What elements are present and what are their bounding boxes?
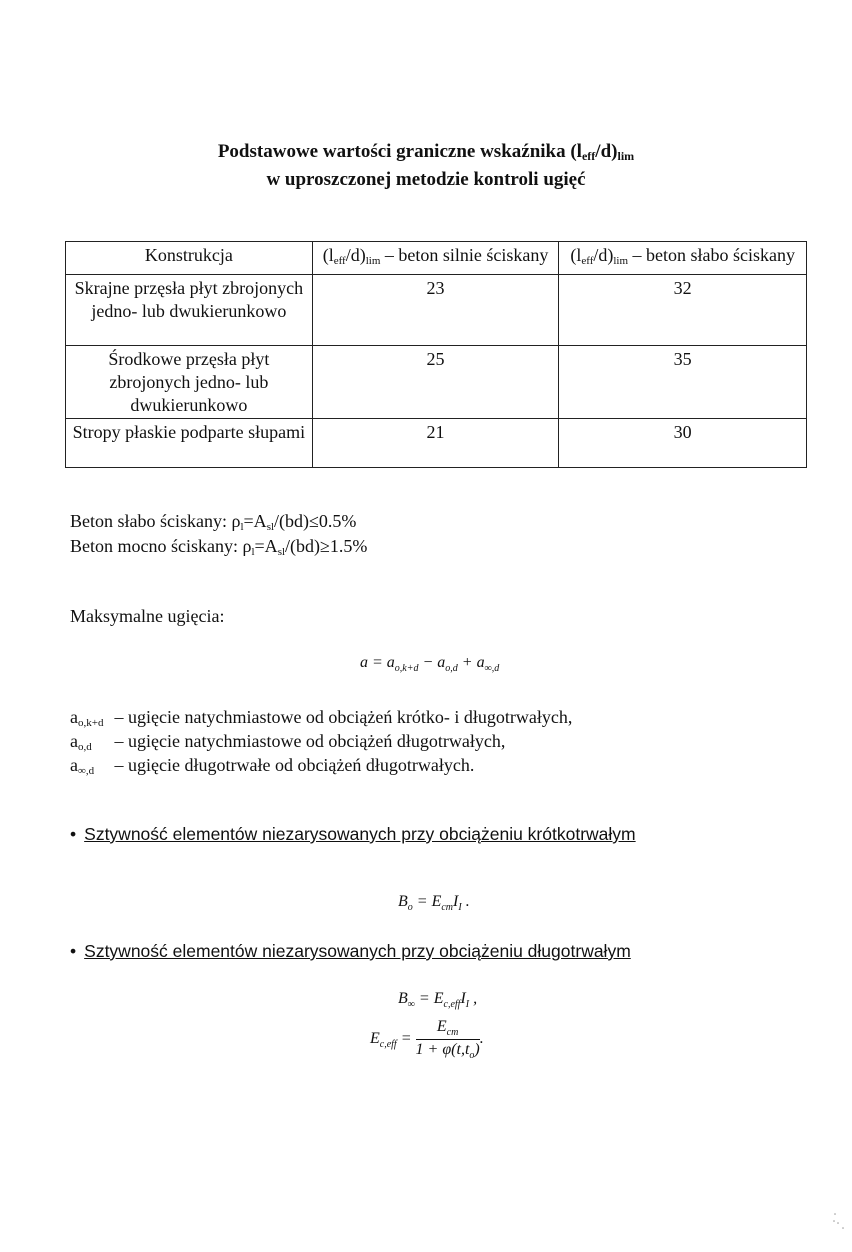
fraction: $\frac{E_{cm}}{1 + \varphi(t,t_o)}$ <box>415 1018 480 1061</box>
document-title <box>0 140 852 192</box>
short-term-stiffness-heading: • Sztywność elementów niezarysowanych przy obciążeniu krótkotrwałym <box>70 824 636 844</box>
long-term-stiffness-formula: $B_\infty = E_{c,eff}I_I$ , <box>398 990 478 1010</box>
definition-item: $a_{o,k+d}$ – ugięcie natychmiastowe od obciążeń krótko- i długotrwałych, <box>70 707 573 729</box>
definition-item: $a_{o,d}$ – ugięcie natychmiastowe od obciążeń długotrwałych, <box>70 731 506 753</box>
cell-weak-value: 32 <box>559 275 807 346</box>
cell-construction: Stropy płaskie podparte słupami <box>66 419 313 468</box>
short-term-stiffness-formula: $B_o = E_{cm}I_I$ . <box>398 893 470 913</box>
table-row <box>66 275 807 346</box>
bullet-icon: • <box>70 824 77 844</box>
deflection-formula: $a = a_{o,k+d} - a_{o,d} + a_{\infty,d}$ <box>360 654 500 674</box>
title-line-2: w uproszczonej metodzie kontroli ugięć <box>266 169 586 190</box>
scan-speck-mark <box>832 1210 846 1232</box>
limits-table <box>65 241 807 468</box>
table-header-row <box>66 242 807 275</box>
strong-compression-note: Beton mocno ściskany: $\rho_l=A_{sl}/(bd)\ge 1.5\%$ <box>70 536 368 558</box>
cell-strong-value: 21 <box>312 419 559 468</box>
cell-construction: Środkowe przęsła płyt zbrojonych jedno- lub dwukierunkowo <box>66 346 313 419</box>
cell-construction: Skrajne przęsła płyt zbrojonych jedno- lub dwukierunkowo <box>66 275 313 346</box>
header-construction: Konstrukcja <box>66 242 313 275</box>
cell-strong-value: 23 <box>312 275 559 346</box>
effective-modulus-formula: $E_{c,eff}$ = $\frac{E_{cm}}{1 + \varphi(t,t_o)}$ . <box>370 1018 484 1061</box>
bullet-icon: • <box>70 941 77 961</box>
cell-weak-value: 30 <box>559 419 807 468</box>
long-term-stiffness-heading: • Sztywność elementów niezarysowanych przy obciążeniu długotrwałym <box>70 941 631 961</box>
header-weak-compression: $(l_{eff}/d)_{lim}$ – beton słabo ściskany <box>559 242 807 275</box>
table-row <box>66 346 807 419</box>
header-strong-compression: $(l_{eff}/d)_{lim}$ – beton silnie ściskany <box>312 242 559 275</box>
title-line-1: Podstawowe wartości graniczne wskaźnika $(l_{eff}/d)_{lim}$ <box>217 141 635 163</box>
cell-strong-value: 25 <box>312 346 559 419</box>
max-deflection-label: Maksymalne ugięcia: <box>70 606 225 626</box>
table-row <box>66 419 807 468</box>
definition-item: $a_{\infty,d}$ – ugięcie długotrwałe od obciążeń długotrwałych. <box>70 755 475 777</box>
cell-weak-value: 35 <box>559 346 807 419</box>
weak-compression-note: Beton słabo ściskany: $\rho_l=A_{sl}/(bd)\le 0.5\%$ <box>70 511 357 533</box>
scan-speck-icon <box>832 1210 846 1232</box>
